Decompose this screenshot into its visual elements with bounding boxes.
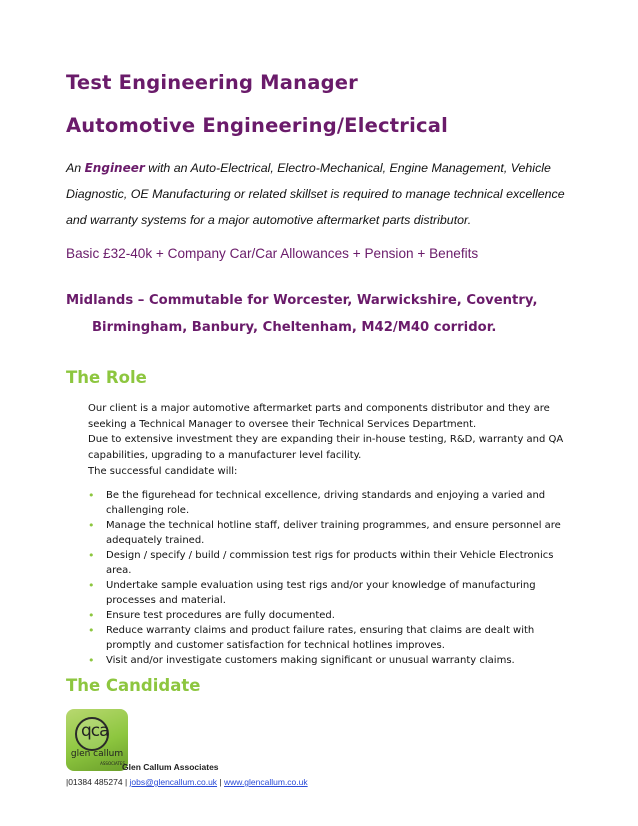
list-item bbox=[88, 488, 578, 518]
role-lead-in: The successful candidate will: bbox=[88, 466, 238, 477]
bullet-icon: • bbox=[88, 489, 95, 502]
company-logo bbox=[66, 709, 128, 771]
role-description-para: Due to extensive investment they are expanding their in-house testing, R&D, warranty and QA capabilities, upgrading to a manufacturer level facility. bbox=[88, 434, 564, 461]
footer-phone: |01384 485274 bbox=[66, 777, 123, 787]
bullet-icon: • bbox=[88, 579, 95, 592]
bullet-icon: • bbox=[88, 624, 95, 637]
responsibilities-list bbox=[88, 488, 578, 668]
role-description bbox=[88, 401, 578, 463]
list-item bbox=[88, 623, 578, 653]
candidate-heading: The Candidate bbox=[66, 676, 201, 695]
bullet-icon: • bbox=[88, 519, 95, 532]
footer-contact bbox=[66, 777, 308, 787]
list-item bbox=[88, 548, 578, 578]
email-link[interactable]: jobs@glencallum.co.uk bbox=[129, 777, 218, 787]
job-title: Test Engineering Manager bbox=[66, 71, 358, 94]
list-item bbox=[88, 518, 578, 548]
intro-paragraph bbox=[66, 155, 586, 233]
intro-keyword: Engineer bbox=[84, 161, 145, 175]
logo-tagline: ASSOCIATES bbox=[100, 761, 125, 766]
bullet-icon: • bbox=[88, 609, 95, 622]
logo-mark: qca bbox=[81, 721, 109, 741]
list-item-text: Design / specify / build / commission test rigs for products within their Vehicle Electronics area. bbox=[106, 550, 554, 576]
list-item bbox=[88, 608, 578, 623]
list-item bbox=[88, 578, 578, 608]
list-item-text: Be the figurehead for technical excellence, driving standards and enjoying a varied and challenging role. bbox=[106, 490, 546, 516]
list-item-text: Manage the technical hotline staff, deliver training programmes, and ensure personnel are adequately trained. bbox=[106, 520, 561, 546]
website-link[interactable]: www.glencallum.co.uk bbox=[224, 777, 308, 787]
list-item-text: Undertake sample evaluation using test rigs and/or your knowledge of manufacturing processes and material. bbox=[106, 580, 536, 606]
role-heading: The Role bbox=[66, 368, 147, 387]
bullet-icon: • bbox=[88, 654, 95, 667]
list-item-text: Visit and/or investigate customers making significant or unusual warranty claims. bbox=[106, 655, 515, 666]
logo-company-name: glen callum bbox=[70, 749, 124, 759]
job-subtitle: Automotive Engineering/Electrical bbox=[66, 114, 448, 137]
intro-text: with an Auto-Electrical, Electro-Mechanical, Engine Management, Vehicle Diagnostic, OE Manufacturing or related skillset is required to manage technical excellence and warranty systems for a major automotive aftermarket parts distributor. bbox=[66, 161, 565, 227]
intro-prefix: An bbox=[66, 161, 85, 175]
salary-line: Basic £32-40k + Company Car/Car Allowances + Pension + Benefits bbox=[66, 246, 479, 261]
list-item-text: Ensure test procedures are fully documented. bbox=[106, 610, 335, 621]
footer-separator: | bbox=[217, 777, 224, 787]
list-item bbox=[88, 653, 578, 668]
list-item-text: Reduce warranty claims and product failure rates, ensuring that claims are dealt with promptly and customer satisfaction for technical hotlines improves. bbox=[106, 625, 535, 651]
footer-separator: | bbox=[122, 777, 130, 787]
footer-company-name: Glen Callum Associates bbox=[122, 762, 219, 772]
location-line-1: Midlands – Commutable for Worcester, Warwickshire, Coventry, bbox=[66, 293, 538, 308]
role-description-para: Our client is a major automotive aftermarket parts and components distributor and they are seeking a Technical Manager to oversee their Technical Services Department. bbox=[88, 403, 550, 430]
bullet-icon: • bbox=[88, 549, 95, 562]
location-line-2: Birmingham, Banbury, Cheltenham, M42/M40 corridor. bbox=[92, 320, 497, 335]
